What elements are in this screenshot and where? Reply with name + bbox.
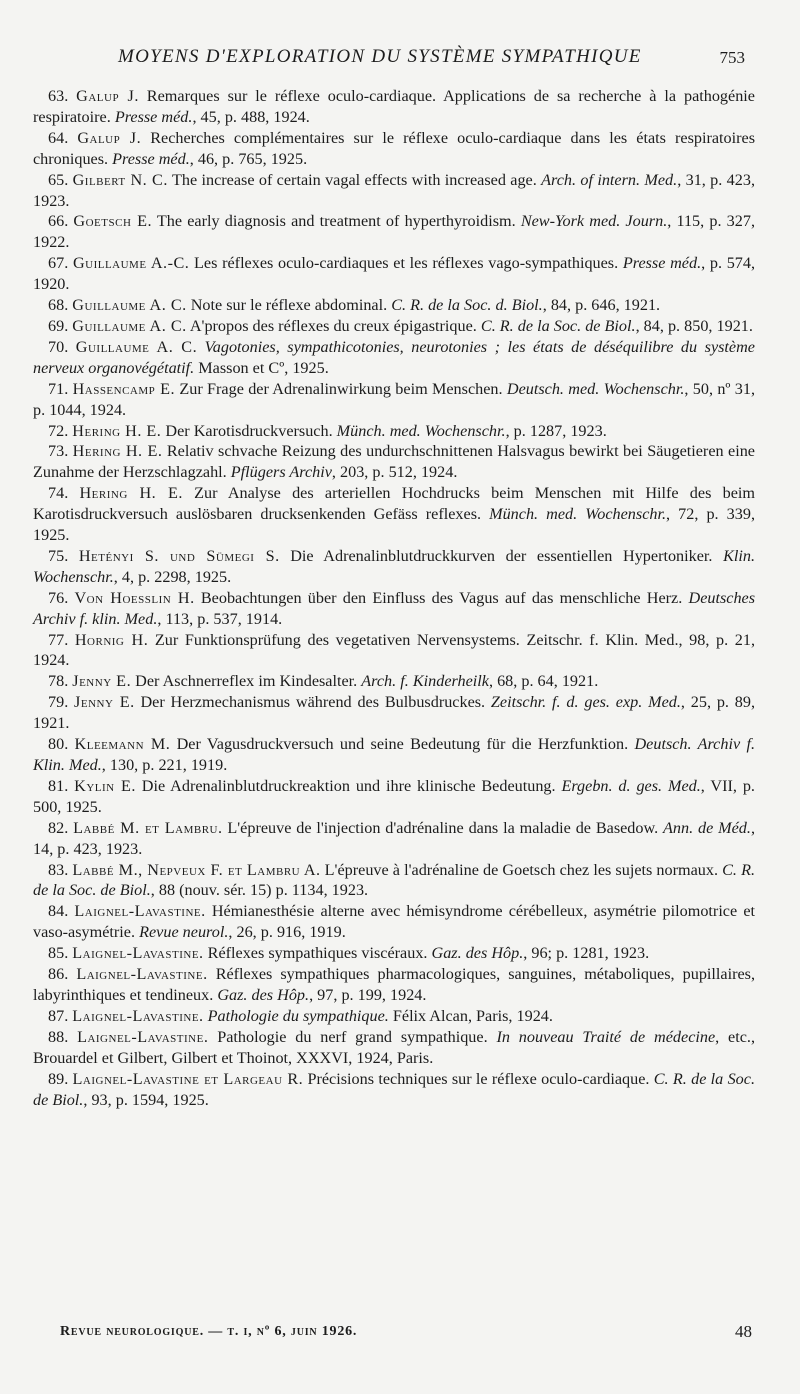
reference-number: 74. bbox=[48, 484, 69, 503]
reference-entry bbox=[33, 1069, 755, 1111]
reference-entry bbox=[33, 128, 755, 170]
reference-title: Der Karotisdruckversuch. bbox=[161, 421, 337, 440]
reference-source: Arch. of intern. Med. bbox=[541, 170, 678, 189]
reference-source: Ergebn. d. ges. Med. bbox=[561, 776, 701, 795]
reference-title: Remarques sur le réflexe oculo-cardiaque. Applications de sa recherche à la pathogénie respiratoire. bbox=[33, 87, 755, 126]
reference-entry bbox=[33, 734, 755, 776]
reference-source: Gaz. des Hôp. bbox=[217, 985, 310, 1004]
reference-title: Relativ schvache Reizung des undurchschnittenen Halsvagus bewirkt bei Säugetieren eine Zunahme der Herzschlagzahl. bbox=[33, 442, 755, 482]
sheet-number: 48 bbox=[735, 1322, 752, 1341]
reference-entry bbox=[33, 1006, 755, 1027]
reference-title: Der Aschnerreflex im Kindesalter. bbox=[131, 672, 362, 691]
reference-author: Kylin E. bbox=[74, 776, 136, 795]
reference-author: Galup J. bbox=[77, 128, 142, 147]
reference-title: Die Adrenalinblutdruckkurven der essentiellen Hypertoniker. bbox=[279, 546, 724, 565]
running-head bbox=[0, 46, 800, 76]
reference-number: 73. bbox=[48, 442, 69, 461]
reference-details: , 93, p. 1594, 1925. bbox=[83, 1090, 209, 1109]
reference-details: , 46, p. 765, 1925. bbox=[189, 149, 308, 168]
reference-source: Arch. f. Kinderheilk bbox=[361, 672, 489, 691]
reference-list bbox=[33, 86, 755, 1110]
reference-source: Revue neurol. bbox=[139, 923, 229, 942]
reference-entry bbox=[33, 630, 755, 672]
reference-details: , 203, p. 512, 1924. bbox=[331, 463, 458, 482]
reference-entry bbox=[33, 421, 755, 442]
reference-number: 68. bbox=[48, 296, 69, 315]
reference-number: 67. bbox=[48, 254, 69, 273]
reference-entry bbox=[33, 253, 755, 295]
reference-author: Laignel-Lavastine. bbox=[72, 1006, 204, 1025]
reference-entry bbox=[33, 776, 755, 818]
reference-details: , 50, nº 31, p. 1044, 1924. bbox=[33, 379, 756, 419]
reference-details: , 88 (nouv. sér. 15) p. 1134, 1923. bbox=[150, 881, 369, 900]
reference-details: , 96; p. 1281, 1923. bbox=[523, 944, 650, 963]
reference-source: Vagotonies, sympathicotonies, neurotonies ; les états de déséquilibre du système nerveux organovégétatif. bbox=[33, 337, 755, 377]
reference-title: The increase of certain vagal effects with increased age. bbox=[167, 170, 542, 189]
reference-number: 76. bbox=[48, 588, 69, 607]
reference-author: Jenny E. bbox=[74, 693, 135, 712]
reference-entry bbox=[33, 170, 755, 212]
reference-number: 80. bbox=[48, 735, 69, 754]
reference-details: , 115, p. 327, 1922. bbox=[33, 212, 756, 252]
reference-number: 85. bbox=[48, 944, 69, 963]
reference-number: 77. bbox=[48, 630, 69, 649]
reference-author: Hering H. E. bbox=[72, 421, 162, 440]
reference-details: , 25, p. 89, 1921. bbox=[33, 693, 756, 733]
reference-number: 72. bbox=[48, 421, 69, 440]
reference-title: Der Herzmechanismus während des Bulbusdruckes. bbox=[134, 693, 491, 712]
reference-source: Pflügers Archiv bbox=[230, 463, 332, 482]
reference-entry bbox=[33, 483, 755, 546]
reference-details: , 45, p. 488, 1924. bbox=[192, 107, 310, 126]
reference-title: Les réflexes oculo-cardiaques et les réflexes vago-sympathiques. bbox=[189, 254, 623, 273]
reference-number: 63. bbox=[48, 87, 69, 105]
reference-source: Münch. med. Wochenschr. bbox=[489, 505, 667, 524]
reference-details: , 84, p. 646, 1921. bbox=[542, 296, 661, 315]
reference-number: 89. bbox=[48, 1069, 69, 1088]
reference-title: A'propos des réflexes du creux épigastrique. bbox=[186, 316, 481, 335]
reference-title: Recherches complémentaires sur le réflexe oculo-cardiaque dans les états respiratoires chroniques. bbox=[33, 128, 756, 168]
reference-author: Hering H. E. bbox=[79, 484, 183, 503]
reference-details: , 31, p. 423, 1923. bbox=[33, 170, 756, 210]
reference-number: 66. bbox=[48, 212, 69, 231]
reference-number: 69. bbox=[48, 316, 69, 335]
reference-entry bbox=[33, 1027, 755, 1069]
reference-number: 82. bbox=[48, 818, 69, 837]
reference-details: , 84, p. 850, 1921. bbox=[635, 316, 753, 335]
reference-source: Presse méd. bbox=[622, 254, 702, 273]
reference-author: Laignel-Lavastine. bbox=[77, 1027, 209, 1046]
page-number: 753 bbox=[719, 48, 745, 67]
reference-source: C. R. de la Soc. de Biol. bbox=[33, 860, 755, 900]
reference-source: C. R. de la Soc. de Biol. bbox=[33, 1069, 755, 1109]
reference-entry bbox=[33, 901, 755, 943]
reference-author: Laignel-Lavastine. bbox=[74, 902, 206, 921]
reference-number: 86. bbox=[48, 965, 69, 984]
reference-entry bbox=[33, 337, 755, 379]
reference-author: Guillaume A.-C. bbox=[72, 254, 190, 273]
reference-title: Réflexes sympathiques pharmacologiques, sanguines, métaboliques, pupillaires, labyrinthiques et tendineux. bbox=[33, 965, 756, 1004]
reference-title: L'épreuve de l'injection d'adrénaline dans la maladie de Basedow. bbox=[222, 818, 664, 837]
reference-number: 87. bbox=[48, 1006, 69, 1025]
reference-entry bbox=[33, 671, 755, 692]
reference-title: Zur Frage der Adrenalinwirkung beim Menschen. bbox=[175, 379, 507, 398]
reference-source: Deutsch. Archiv f. Klin. Med. bbox=[33, 735, 755, 774]
reference-title: Die Adrenalinblutdruckreaktion und ihre klinische Bedeutung. bbox=[135, 776, 562, 795]
reference-entry bbox=[33, 86, 755, 128]
reference-details: , etc., Brouardel et Gilbert, Gilbert et Thoinot, XXXVI, 1924, Paris. bbox=[33, 1027, 755, 1067]
reference-author: Hornig H. bbox=[74, 630, 149, 649]
reference-number: 65. bbox=[48, 170, 69, 189]
reference-title: Réflexes sympathiques viscéraux. bbox=[203, 944, 432, 963]
reference-details: , 130, p. 221, 1919. bbox=[101, 756, 228, 774]
reference-author: Guillaume A. C. bbox=[72, 316, 187, 335]
reference-source: C. R. de la Soc. d. Biol. bbox=[391, 296, 543, 315]
reference-number: 64. bbox=[48, 128, 69, 147]
reference-details: , p. 574, 1920. bbox=[33, 254, 756, 294]
reference-entry bbox=[33, 316, 755, 337]
reference-title: Beobachtungen über den Einfluss des Vagus auf das menschliche Herz. bbox=[194, 588, 689, 607]
reference-title: Zur Analyse des arteriellen Hochdrucks beim Menschen mit Hilfe des beim Karotisdruckversuch auslösbaren drucksenkenden Gefäss reflexes. bbox=[33, 484, 755, 524]
reference-entry bbox=[33, 964, 755, 1006]
reference-details: , 72, p. 339, 1925. bbox=[33, 505, 755, 545]
reference-entry bbox=[33, 546, 755, 588]
reference-title: Note sur le réflexe abdominal. bbox=[186, 296, 392, 315]
reference-author: Goetsch E. bbox=[73, 212, 153, 231]
reference-number: 84. bbox=[48, 902, 69, 921]
reference-entry bbox=[33, 860, 755, 902]
reference-entry bbox=[33, 211, 755, 253]
reference-entry bbox=[33, 295, 755, 316]
reference-entry bbox=[33, 692, 755, 734]
reference-title: Zur Funktionsprüfung des vegetativen Nervensystems. Zeitschr. f. Klin. Med., 98, p. 21, 1924. bbox=[33, 630, 756, 670]
reference-entry bbox=[33, 379, 755, 421]
reference-number: 83. bbox=[48, 860, 69, 879]
reference-title: Précisions techniques sur le réflexe oculo-cardiaque. bbox=[303, 1069, 654, 1088]
reference-source: Deutsches Archiv f. klin. Med. bbox=[33, 588, 756, 628]
reference-details: , 14, p. 423, 1923. bbox=[33, 818, 755, 858]
reference-details: , 113, p. 537, 1914. bbox=[157, 609, 283, 628]
reference-author: Hering H. E. bbox=[72, 442, 163, 461]
reference-source: Presse méd. bbox=[112, 149, 190, 168]
reference-details: Masson et Cº, 1925. bbox=[194, 358, 329, 377]
reference-number: 81. bbox=[48, 776, 69, 795]
reference-source: Münch. med. Wochenschr. bbox=[336, 421, 506, 440]
reference-author: Hassencamp E. bbox=[72, 379, 176, 398]
reference-title: The early diagnosis and treatment of hyperthyroidism. bbox=[152, 212, 521, 231]
reference-title: Pathologie du nerf grand sympathique. bbox=[208, 1027, 497, 1046]
reference-author: Labbé M., Nepveux F. et Lambru A. bbox=[72, 860, 321, 879]
reference-source: Presse méd. bbox=[114, 107, 193, 126]
reference-details: Félix Alcan, Paris, 1924. bbox=[388, 1006, 553, 1025]
reference-source: In nouveau Traité de médecine bbox=[496, 1027, 716, 1046]
reference-source: Gaz. des Hôp. bbox=[431, 944, 524, 963]
reference-number: 79. bbox=[48, 693, 69, 712]
reference-number: 70. bbox=[48, 337, 69, 356]
reference-author: Jenny E. bbox=[72, 672, 132, 691]
reference-author: Guillaume A. C. bbox=[75, 337, 198, 356]
running-title: MOYENS D'EXPLORATION DU SYSTÈME SYMPATHIQUE bbox=[118, 46, 642, 67]
reference-source: Zeitschr. f. d. ges. exp. Med. bbox=[490, 693, 681, 712]
reference-author: Gilbert N. C. bbox=[72, 170, 168, 189]
reference-author: Laignel-Lavastine et Largeau R. bbox=[72, 1069, 304, 1088]
reference-source: New-York med. Journ. bbox=[520, 212, 668, 231]
reference-title: Der Vagusdruckversuch und seine Bedeutung für die Herzfunktion. bbox=[170, 735, 635, 754]
reference-author: Laignel-Lavastine. bbox=[72, 944, 204, 963]
reference-author: Labbé M. et Lambru. bbox=[73, 818, 223, 837]
reference-title: L'épreuve à l'adrénaline de Goetsch chez les sujets normaux. bbox=[320, 860, 723, 879]
reference-author: Kleemann M. bbox=[74, 735, 171, 754]
reference-number: 75. bbox=[48, 546, 69, 565]
reference-entry bbox=[33, 441, 755, 483]
reference-number: 78. bbox=[48, 672, 69, 691]
reference-details: , p. 1287, 1923. bbox=[505, 421, 607, 440]
reference-entry bbox=[33, 943, 755, 964]
reference-details: , VII, p. 500, 1925. bbox=[33, 776, 755, 816]
reference-author: Laignel-Lavastine. bbox=[76, 965, 208, 984]
reference-author: Guillaume A. C. bbox=[72, 296, 187, 315]
reference-details: , 26, p. 916, 1919. bbox=[228, 923, 346, 942]
reference-author: Hetényi S. und Sümegi S. bbox=[78, 546, 280, 565]
page-footer bbox=[60, 1322, 752, 1346]
reference-details: , 68, p. 64, 1921. bbox=[488, 672, 599, 691]
reference-number: 88. bbox=[48, 1027, 69, 1046]
reference-details: , 97, p. 199, 1924. bbox=[309, 985, 427, 1004]
reference-source: C. R. de la Soc. de Biol. bbox=[480, 316, 636, 335]
reference-title: Hémianesthésie alterne avec hémisyndrome cérébelleux, asymétrie pilomotrice et vaso-asymétrie. bbox=[33, 902, 755, 942]
reference-entry bbox=[33, 818, 755, 860]
reference-number: 71. bbox=[48, 379, 69, 398]
reference-author: Galup J. bbox=[76, 87, 139, 105]
reference-details: , 4, p. 2298, 1925. bbox=[113, 567, 232, 586]
reference-entry bbox=[33, 588, 755, 630]
reference-source: Pathologie du sympathique. bbox=[207, 1006, 389, 1025]
reference-source: Ann. de Méd. bbox=[663, 818, 751, 837]
journal-imprint: Revue neurologique. — t. i, nº 6, juin 1926. bbox=[60, 1324, 358, 1339]
reference-source: Deutsch. med. Wochenschr. bbox=[506, 379, 685, 398]
reference-source: Klin. Wochenschr. bbox=[33, 546, 755, 586]
reference-author: Von Hoesslin H. bbox=[74, 588, 195, 607]
reference-title bbox=[197, 338, 205, 356]
